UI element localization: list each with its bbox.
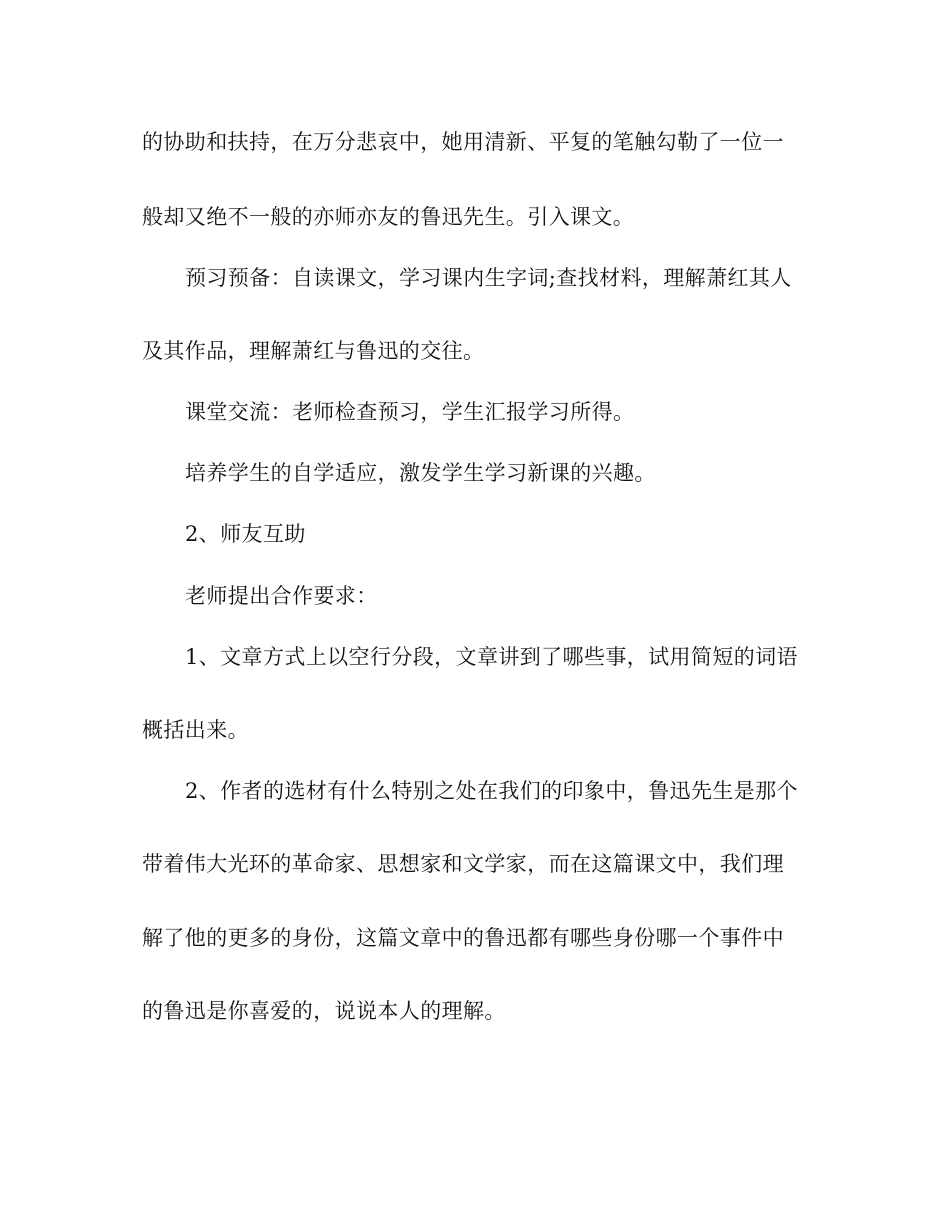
paragraph-first-line: 课堂交流：老师检查预习，学生汇报学习所得。 [185, 400, 635, 424]
paragraph-first-line: 老师提出合作要求： [185, 584, 378, 608]
paragraph-first-line: 培养学生的自学适应，激发学生学习新课的兴趣。 [185, 461, 656, 485]
text-line: 概括出来。 [142, 718, 249, 742]
text-line: 般却又绝不一般的亦师亦友的鲁迅先生。引入课文。 [142, 205, 635, 229]
text-line: 解了他的更多的身份，这篇文章中的鲁迅都有哪些身份哪一个事件中 [142, 926, 784, 950]
paragraph-first-line: 预习预备：自读课文，学习课内生字词;查找材料，理解萧红其人 [185, 266, 792, 290]
text-line: 带着伟大光环的革命家、思想家和文学家，而在这篇课文中，我们理 [142, 852, 784, 876]
text-line: 的鲁迅是你喜爱的，说说本人的理解。 [142, 999, 506, 1023]
paragraph-first-line: 2、作者的选材有什么特别之处在我们的印象中，鲁迅先生是那个 [185, 779, 798, 803]
text-line: 的协助和扶持，在万分悲哀中，她用清新、平复的笔触勾勒了一位一 [142, 130, 784, 154]
paragraph-first-line: 1、文章方式上以空行分段，文章讲到了哪些事，试用简短的词语 [185, 645, 798, 669]
text-line: 及其作品，理解萧红与鲁迅的交往。 [142, 339, 485, 363]
section-heading: 2、师友互助 [185, 522, 306, 546]
